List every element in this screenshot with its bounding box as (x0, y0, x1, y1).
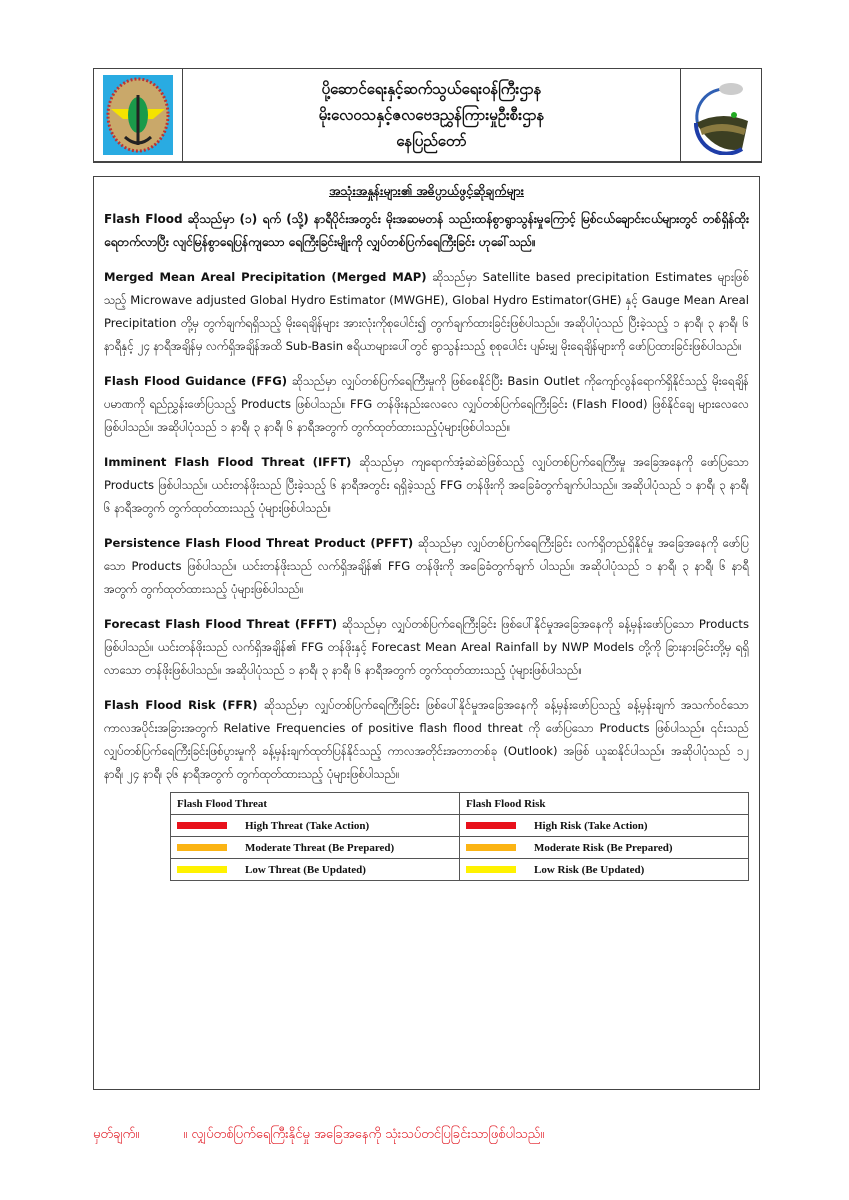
left-logo-cell (94, 69, 183, 161)
legend-label: Low Threat (Be Updated) (245, 863, 366, 876)
letterhead-title (183, 69, 680, 161)
city-name: နေပြည်တော် (396, 132, 467, 150)
term: Persistence Flash Flood Threat Product (PFFT) (104, 536, 414, 550)
orange-swatch (466, 844, 516, 851)
term: Merged Mean Areal Precipitation (Merged MAP) (104, 270, 427, 284)
term: Forecast Flash Flood Threat (FFFT) (104, 617, 338, 631)
legend-label: Moderate Risk (Be Prepared) (534, 841, 673, 854)
term: Imminent Flash Flood Threat (IFFT) (104, 455, 352, 469)
risk-header: Flash Flood Risk (460, 793, 749, 815)
definitions-box (93, 176, 760, 1090)
red-swatch (466, 822, 516, 829)
legend-table (170, 792, 749, 881)
legend-row-moderate (171, 837, 749, 859)
orange-swatch (177, 844, 227, 851)
term: Flash Flood Risk (FFR) (104, 698, 258, 712)
department-name: မိုးလေဝသနှင့်ဇလဗေဒညွှန်ကြားမှုဦးစီးဌာန (318, 106, 545, 124)
legend-label: Moderate Threat (Be Prepared) (245, 841, 395, 854)
legend-label: High Risk (Take Action) (534, 819, 648, 832)
definition-text: ဆိုသည်မှာ ကျရောက်အံ့ဆဲဆဲဖြစ်သည့် လျှပ်တစ်ပြက်ရေကြီးမှု အခြေအနေကို ဖော်ပြသော Products ဖြစ်ပါသည်။ ယင်းတန်ဖိုးသည် ပြီးခဲ့သည့် ၆ နာရီအတွင်း ရရှိခဲ့သည့် FFG တန်ဖိုးကို အခြေခံတွက်ချက်ပါသည်။ အဆိုပါပုံသည် ၁ နာရီ၊ ၃ နာရီ၊ ၆ နာရီအတွက် တွက်ထုတ်ထားသည့် ပုံများဖြစ်ပါသည်။ (104, 455, 749, 515)
ministry-name: ပို့ဆောင်ရေးနှင့်ဆက်သွယ်ရေးဝန်ကြီးဌာန (321, 80, 542, 98)
definition-text: ဆိုသည်မှာ လျှပ်တစ်ပြက်ရေကြီးခြင်း လက်ရှိတည်ရှိနိုင်မှု အခြေအနေကို ဖော်ပြသော Products ဖြစ်ပါသည်။ ယင်းတန်ဖိုးသည် လက်ရှိအချိန်၏ FFG တန်ဖိုးကို အခြေခံတွက်ချက် ပါသည်။ အဆိုပါပုံသည် ၁ နာရီ၊ ၃ နာရီ၊ ၆ နာရီအတွက် တွက်ထုတ်ထားသည့် ပုံများဖြစ်ပါသည်။ (104, 536, 749, 596)
hydrological-cycle-icon (686, 75, 756, 155)
definition-pfft (104, 532, 749, 601)
definition-text: ဆိုသည်မှာ လျှပ်တစ်ပြက်ရေကြီးခြင်း ဖြစ်ပေါ်နိုင်မှုအခြေအနေကို ခန့်မှန်းဖော်ပြသည့် ခန့်မှန်းချက် အသက်ဝင်သော ကာလအပိုင်းအခြားအတွက် Relative Frequencies of positive flash flood threat ကို ဖော်ပြသော Products ဖြစ်ပါသည်။ ၎င်းသည် လျှပ်တစ်ပြက်ရေကြီးခြင်းဖြစ်ပွားမှုကို ခန့်မှန်းချက်ထုတ်ပြန်နိုင်သည့် ကာလအတိုင်းအတာတစ်ခု (Outlook) အဖြစ် ယူဆနိုင်ပါသည်။ အဆိုပါပုံသည် ၁၂ နာရီ၊ ၂၄ နာရီ၊ ၃၆ နာရီအတွက် တွက်ထုတ်ထားသည့် ပုံများဖြစ်ပါသည်။ (104, 698, 749, 781)
definition-text: ဆိုသည်မှာ လျှပ်တစ်ပြက်ရေကြီးမှုကို ဖြစ်စေနိုင်ပြီး Basin Outlet ကိုကျော်လွန်ရောက်ရှိနိုင်သည့် မိုးရေချိန်ပမာဏကို ရည်ညွှန်းဖော်ပြသည့် Products ဖြစ်ပါသည်။ FFG တန်ဖိုးနည်းလေလေ လျှပ်တစ်ပြက်ရေကြီးခြင်း (Flash Flood) ဖြစ်နိုင်ချေ များလေလေဖြစ်ပါသည်။ အဆိုပါပုံသည် ၁ နာရီ၊ ၃ နာရီ၊ ၆ နာရီအတွက် တွက်ထုတ်ထားသည့်ပုံများဖြစ်ပါသည်။ (104, 374, 749, 434)
right-logo-cell (680, 69, 761, 161)
department-emblem-icon (103, 75, 173, 155)
legend-row-high (171, 815, 749, 837)
definition-ffg (104, 370, 749, 439)
red-swatch (177, 822, 227, 829)
definition-text: ဆိုသည်မှာ Satellite based precipitation Estimates များဖြစ်သည့် Microwave adjusted Global Hydro Estimator (MWGHE), Global Hydro Estimator(GHE) နှင့် Gauge Mean Areal Precipitation တို့မှ တွက်ချက်ရရှိသည့် မိုးရေချိန်များ အားလုံးကိုစုပေါင်း၍ တွက်ချက်ထားခြင်းဖြစ်ပါသည်။ အဆိုပါပုံသည် ပြီးခဲ့သည့် ၁ နာရီ၊ ၃ နာရီ၊ ၆ နာရီနှင့် ၂၄ နာရီအချိန်မှ လက်ရှိအချိန်အထိ Sub-Basin ဧရိယာများပေါ်တွင် ရွာသွန်းသည့် စုစုပေါင်း ပျမ်းမျှ မိုးရေချိန်များကို ဖော်ပြထားခြင်းဖြစ်ပါသည်။ (104, 270, 749, 353)
legend-label: High Threat (Take Action) (245, 819, 370, 832)
term: Flash Flood Guidance (FFG) (104, 374, 288, 388)
note-text: ။ လျှပ်တစ်ပြက်ရေကြီးနိုင်မှု အခြေအနေကို သုံးသပ်တင်ပြခြင်းသာဖြစ်ပါသည်။ (183, 1127, 545, 1142)
definition-ffft (104, 613, 749, 682)
legend-row-low (171, 859, 749, 881)
section-title: အသုံးအနှုန်းများ၏ အဓိပ္ပာယ်ဖွင့်ဆိုချက်များ (329, 183, 524, 198)
legend-label: Low Risk (Be Updated) (534, 863, 645, 876)
yellow-swatch (466, 866, 516, 873)
yellow-swatch (177, 866, 227, 873)
note-label: မှတ်ချက်။ (93, 1127, 140, 1142)
footer-note (93, 1126, 584, 1145)
definition-merged-map (104, 266, 749, 358)
threat-header: Flash Flood Threat (171, 793, 460, 815)
definition-text: ဆိုသည်မှာ လျှပ်တစ်ပြက်ရေကြီးခြင်း ဖြစ်ပေါ်နိုင်မှုအခြေအနေကို ခန့်မှန်းဖော်ပြသော Products ဖြစ်ပါသည်။ ယင်းတန်ဖိုးသည် လက်ရှိအချိန်၏ FFG တန်ဖိုးနှင့် Forecast Mean Areal Rainfall by NWP Models တို့ကို ခြားနားခြင်းတို့မှ ရရှိလာသော တန်ဖိုးဖြစ်ပါသည်။ အဆိုပါပုံသည် ၁ နာရီ၊ ၃ နာရီ၊ ၆ နာရီအတွက် တွက်ထုတ်ထားသည့် ပုံများဖြစ်ပါသည်။ (104, 617, 749, 677)
intro-paragraph: Flash Flood ဆိုသည်မှာ (၁) ရက် (သို့) နာရီပိုင်းအတွင်း မိုးအဆမတန် သည်းထန်စွာရွာသွန်းမှုကြောင့် မြစ်ငယ်ချောင်းငယ်များတွင် တစ်ရှိန်ထိုးရေတက်လာပြီး လျင်မြန်စွာရေပြန်ကျသော ရေကြီးခြင်းမျိုးကို လျှပ်တစ်ပြက်ရေကြီးခြင်း ဟုခေါ်သည်။ (104, 212, 749, 249)
letterhead (93, 68, 762, 163)
definition-ifft (104, 451, 749, 520)
definition-ffr (104, 694, 749, 786)
